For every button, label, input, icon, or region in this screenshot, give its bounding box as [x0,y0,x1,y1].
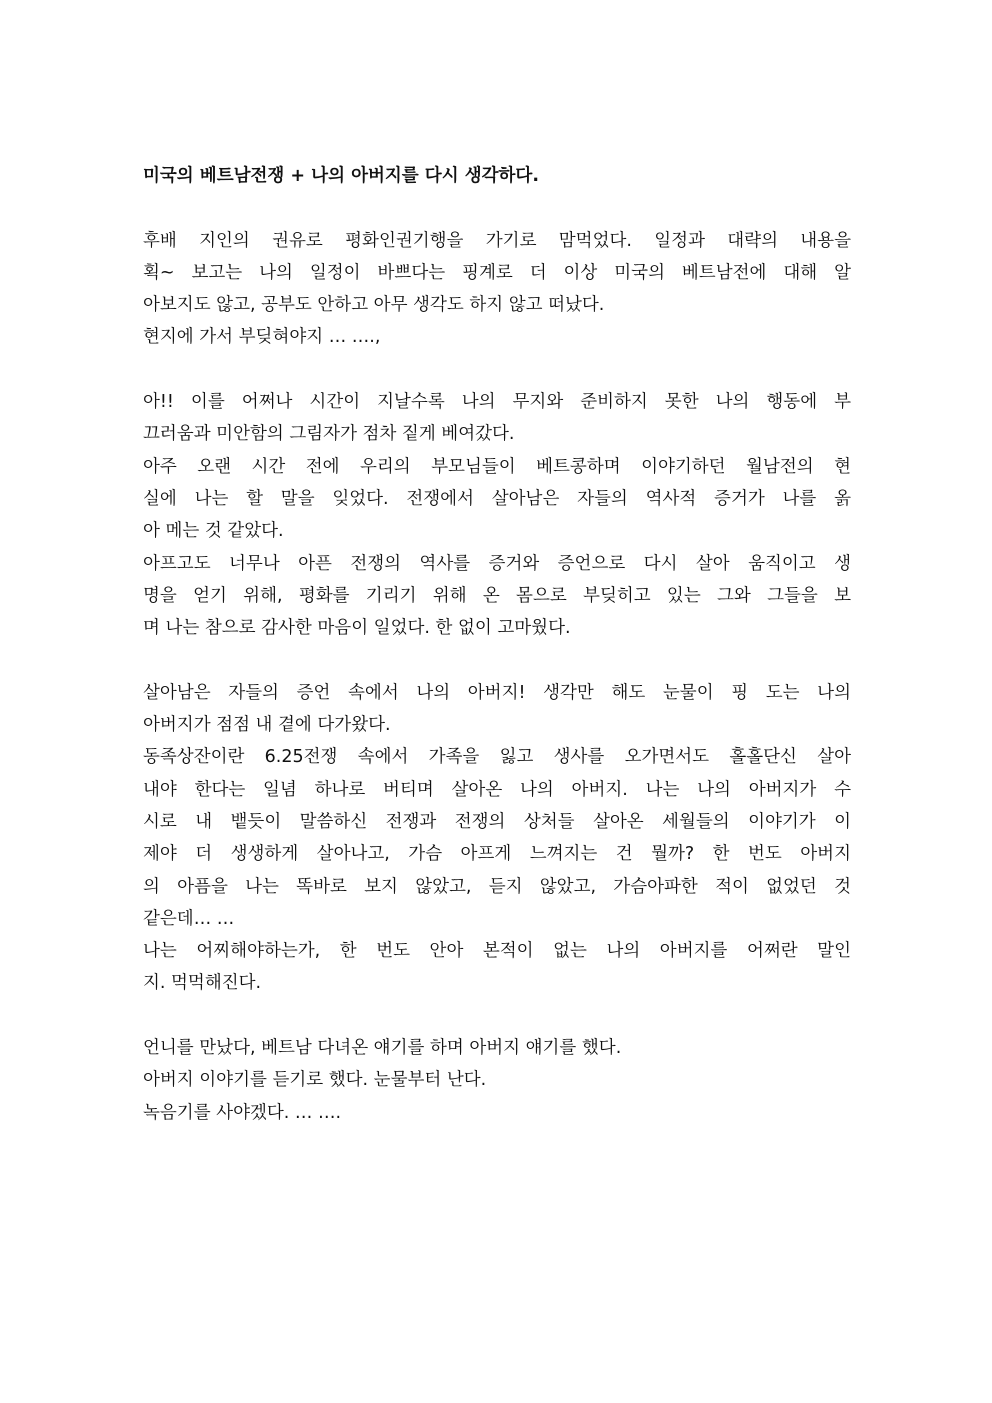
text-line: 후배 지인의 권유로 평화인권기행을 가기로 맘먹었다. 일정과 대략의 내용을 [143,230,851,251]
paragraph-4 [143,1032,851,1129]
paragraph-2 [143,386,851,644]
text-line: 끄러움과 미안함의 그림자가 점차 짙게 베여갔다. [143,424,515,445]
text-line: 시로 내 뱉듯이 말씀하신 전쟁과 전쟁의 상처들 살아온 세월들의 이야기가 이 [143,811,851,832]
text-line: 언니를 만났다, 베트남 다녀온 얘기를 하며 아버지 얘기를 했다. [143,1038,622,1059]
text-line: 아버지 이야기를 듣기로 했다. 눈물부터 난다. [143,1070,487,1091]
text-line: 살아남은 자들의 증언 속에서 나의 아버지! 생각만 해도 눈물이 핑 도는 나의 [143,682,851,703]
spacer [143,644,851,676]
text-line: 내야 한다는 일념 하나로 버티며 살아온 나의 아버지. 나는 나의 아버지가 수 [143,779,851,800]
text-line: 명을 얻기 위해, 평화를 기리기 위해 온 몸으로 부딪히고 있는 그와 그들을 보 [143,585,851,606]
spacer [143,192,851,224]
text-line: 아!! 이를 어쩌나 시간이 지날수록 나의 무지와 준비하지 못한 나의 행동에 부 [143,392,851,413]
paragraph-1 [143,225,851,354]
text-line: 동족상잔이란 6.25전쟁 속에서 가족을 잃고 생사를 오가면서도 홀홀단신 살아 [143,747,851,768]
document-page [143,160,851,1129]
text-line: 아 메는 것 같았다. [143,521,284,542]
text-line: 같은데… … [143,908,235,929]
paragraph-3 [143,677,851,1000]
text-line: 나는 어찌해야하는가, 한 번도 안아 본적이 없는 나의 아버지를 어쩌란 말인 [143,941,851,962]
text-line: 아주 오랜 시간 전에 우리의 부모님들이 베트콩하며 이야기하던 월남전의 현 [143,456,851,477]
spacer [143,1000,851,1032]
text-line: 현지에 가서 부딪혀야지 … …., [143,327,381,348]
text-line: 아프고도 너무나 아픈 전쟁의 역사를 증거와 증언으로 다시 살아 움직이고 생 [143,553,851,574]
text-line: 아버지가 점점 내 곁에 다가왔다. [143,715,391,736]
document-title: 미국의 베트남전쟁 + 나의 아버지를 다시 생각하다. [143,166,539,186]
text-line: 아보지도 않고, 공부도 안하고 아무 생각도 하지 않고 떠났다. [143,295,605,316]
text-line: 획~ 보고는 나의 일정이 바쁘다는 핑계로 더 이상 미국의 베트남전에 대해 알 [143,262,851,283]
text-line: 실에 나는 할 말을 잊었다. 전쟁에서 살아남은 자들의 역사적 증거가 나를 옭 [143,488,851,509]
text-line: 며 나는 참으로 감사한 마음이 일었다. 한 없이 고마웠다. [143,618,571,639]
text-line: 지. 먹먹해진다. [143,973,262,994]
spacer [143,354,851,386]
text-line: 의 아픔을 나는 똑바로 보지 않았고, 듣지 않았고, 가슴아파한 적이 없었던 것 [143,876,851,897]
text-line: 녹음기를 사야겠다. … …. [143,1102,342,1123]
text-line: 제야 더 생생하게 살아나고, 가슴 아프게 느껴지는 건 뭘까? 한 번도 아버지 [143,844,851,865]
